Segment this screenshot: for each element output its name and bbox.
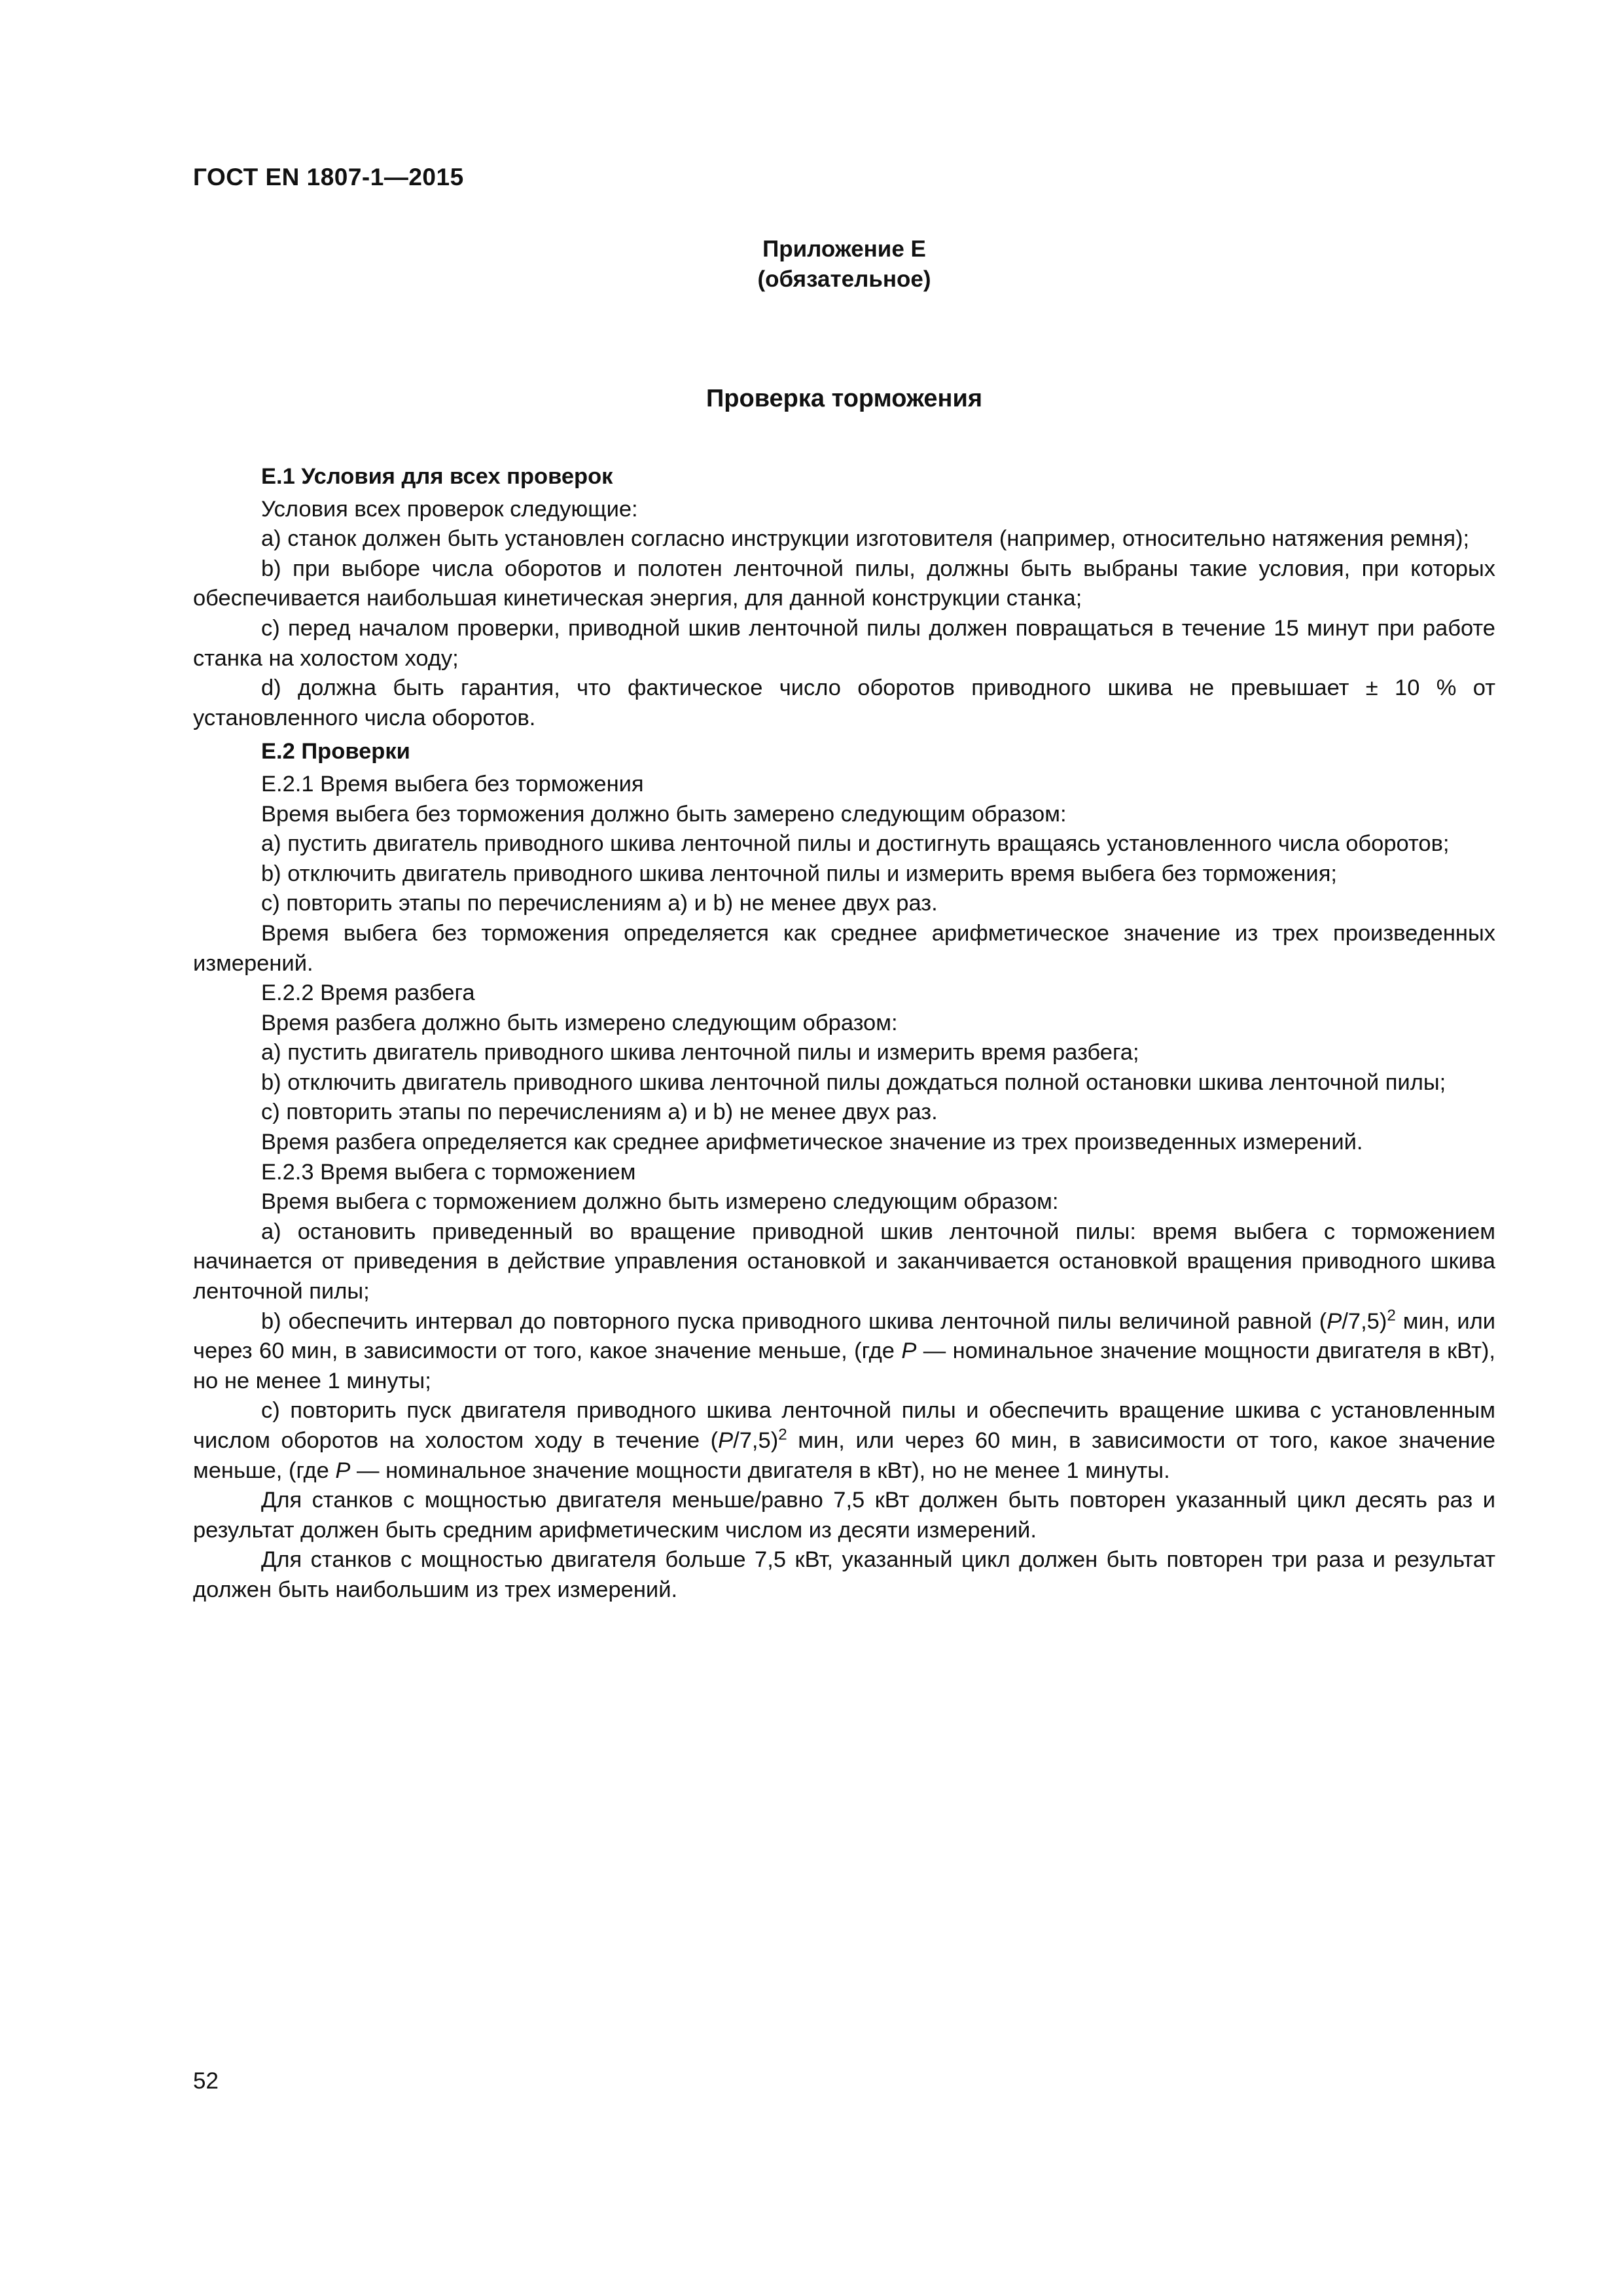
list-item: a) станок должен быть установлен согласно инструкции изготовителя (например, относительно натяжения ремня); bbox=[261, 526, 1470, 552]
text-run: — номинальное значение мощности двигателя в кВт), но не менее 1 минуты. bbox=[350, 1458, 1170, 1483]
paragraph: Для станков с мощностью двигателя больше 7,5 кВт, указанный цикл должен быть повторен три раза и результат должен быть наибольшим из трех измерений. bbox=[193, 1547, 1495, 1602]
text-run: /7,5) bbox=[1342, 1308, 1387, 1334]
list-item: c) повторить этапы по перечислениям a) и b) не менее двух раз. bbox=[261, 1100, 938, 1125]
document-body bbox=[193, 458, 1495, 1605]
paragraph: Для станков с мощностью двигателя меньше/равно 7,5 кВт должен быть повторен указанный цикл десять раз и результат должен быть средним арифметическим числом из десяти измерений. bbox=[193, 1488, 1495, 1543]
list-item: b) при выборе числа оборотов и полотен ленточной пилы, должны быть выбраны такие условия, при которых обеспечивается наибольшая кинетическая энергия, для данной конструкции станка; bbox=[193, 556, 1495, 611]
text-run: c) повторить пуск двигателя приводного шкива ленточной пилы и обеспечить вращение шкива с установленным числом оборотов на холостом ходу в течение ( bbox=[193, 1398, 1495, 1453]
list-item: d) должна быть гарантия, что фактическое число оборотов приводного шкива не превышает ± 10 % от установленного числа оборотов. bbox=[193, 675, 1495, 730]
paragraph: Время разбега должно быть измерено следующим образом: bbox=[261, 1010, 898, 1035]
list-item bbox=[193, 1307, 1495, 1397]
text-run: мин, или через 60 мин, в зависимости от того, какое значение меньше, (где bbox=[193, 1428, 1495, 1483]
list-item: a) пустить двигатель приводного шкива ленточной пилы и измерить время разбега; bbox=[261, 1040, 1139, 1066]
page-number: 52 bbox=[193, 2068, 219, 2094]
list-item: a) пустить двигатель приводного шкива ленточной пилы и достигнуть вращаясь установленного числа оборотов; bbox=[261, 831, 1450, 857]
standard-header: ГОСТ EN 1807-1—2015 bbox=[193, 164, 464, 190]
paragraph: Время выбега без торможения определяется как среднее арифметическое значение из трех произведенных измерений. bbox=[193, 920, 1495, 976]
power-symbol: P bbox=[901, 1338, 917, 1364]
list-item: c) перед началом проверки, приводной шкив ленточной пилы должен повращаться в течение 15 минут при работе станка на холостом ходу; bbox=[193, 615, 1495, 671]
section-heading: Е.2 Проверки bbox=[261, 739, 410, 764]
text-run: — номинальное значение мощности двигателя в кВт), но не менее 1 минуты; bbox=[193, 1338, 1495, 1393]
annex-title: Приложение Е bbox=[762, 236, 926, 262]
power-symbol: P bbox=[1327, 1308, 1342, 1334]
section-heading: Е.1 Условия для всех проверок bbox=[261, 464, 613, 489]
list-item: c) повторить этапы по перечислениям a) и b) не менее двух раз. bbox=[261, 891, 938, 916]
text-run: мин, или через 60 мин, в зависимости от того, какое значение меньше, (где bbox=[193, 1308, 1495, 1364]
exponent: 2 bbox=[1387, 1306, 1396, 1325]
list-item: b) отключить двигатель приводного шкива ленточной пилы и измерить время выбега без торможения; bbox=[261, 861, 1337, 886]
text-run: /7,5) bbox=[733, 1428, 779, 1453]
list-item: b) отключить двигатель приводного шкива ленточной пилы дождаться полной остановки шкива ленточной пилы; bbox=[261, 1069, 1446, 1095]
text-run: b) обеспечить интервал до повторного пуска приводного шкива ленточной пилы величиной равной ( bbox=[261, 1308, 1327, 1334]
list-item bbox=[193, 1396, 1495, 1486]
paragraph: Время выбега без торможения должно быть замерено следующим образом: bbox=[261, 801, 1067, 827]
list-item: a) остановить приведенный во вращение приводной шкив ленточной пилы: время выбега с торможением начинается от приведения в действие управления остановкой и заканчивается остановкой вращения приводного шкива ленточной пилы; bbox=[193, 1219, 1495, 1304]
subsection-title: Е.2.2 Время разбега bbox=[261, 980, 475, 1006]
exponent: 2 bbox=[778, 1426, 787, 1444]
power-symbol: P bbox=[718, 1428, 734, 1453]
subsection-title: Е.2.3 Время выбега с торможением bbox=[261, 1159, 636, 1185]
paragraph: Время выбега с торможением должно быть измерено следующим образом: bbox=[261, 1189, 1059, 1215]
subsection-title: Е.2.1 Время выбега без торможения bbox=[261, 771, 644, 797]
paragraph: Условия всех проверок следующие: bbox=[261, 496, 638, 522]
document-title: Проверка торможения bbox=[705, 385, 983, 412]
annex-status: (обязательное) bbox=[757, 266, 931, 292]
power-symbol: P bbox=[335, 1458, 351, 1483]
paragraph: Время разбега определяется как среднее арифметическое значение из трех произведенных измерений. bbox=[261, 1130, 1363, 1155]
